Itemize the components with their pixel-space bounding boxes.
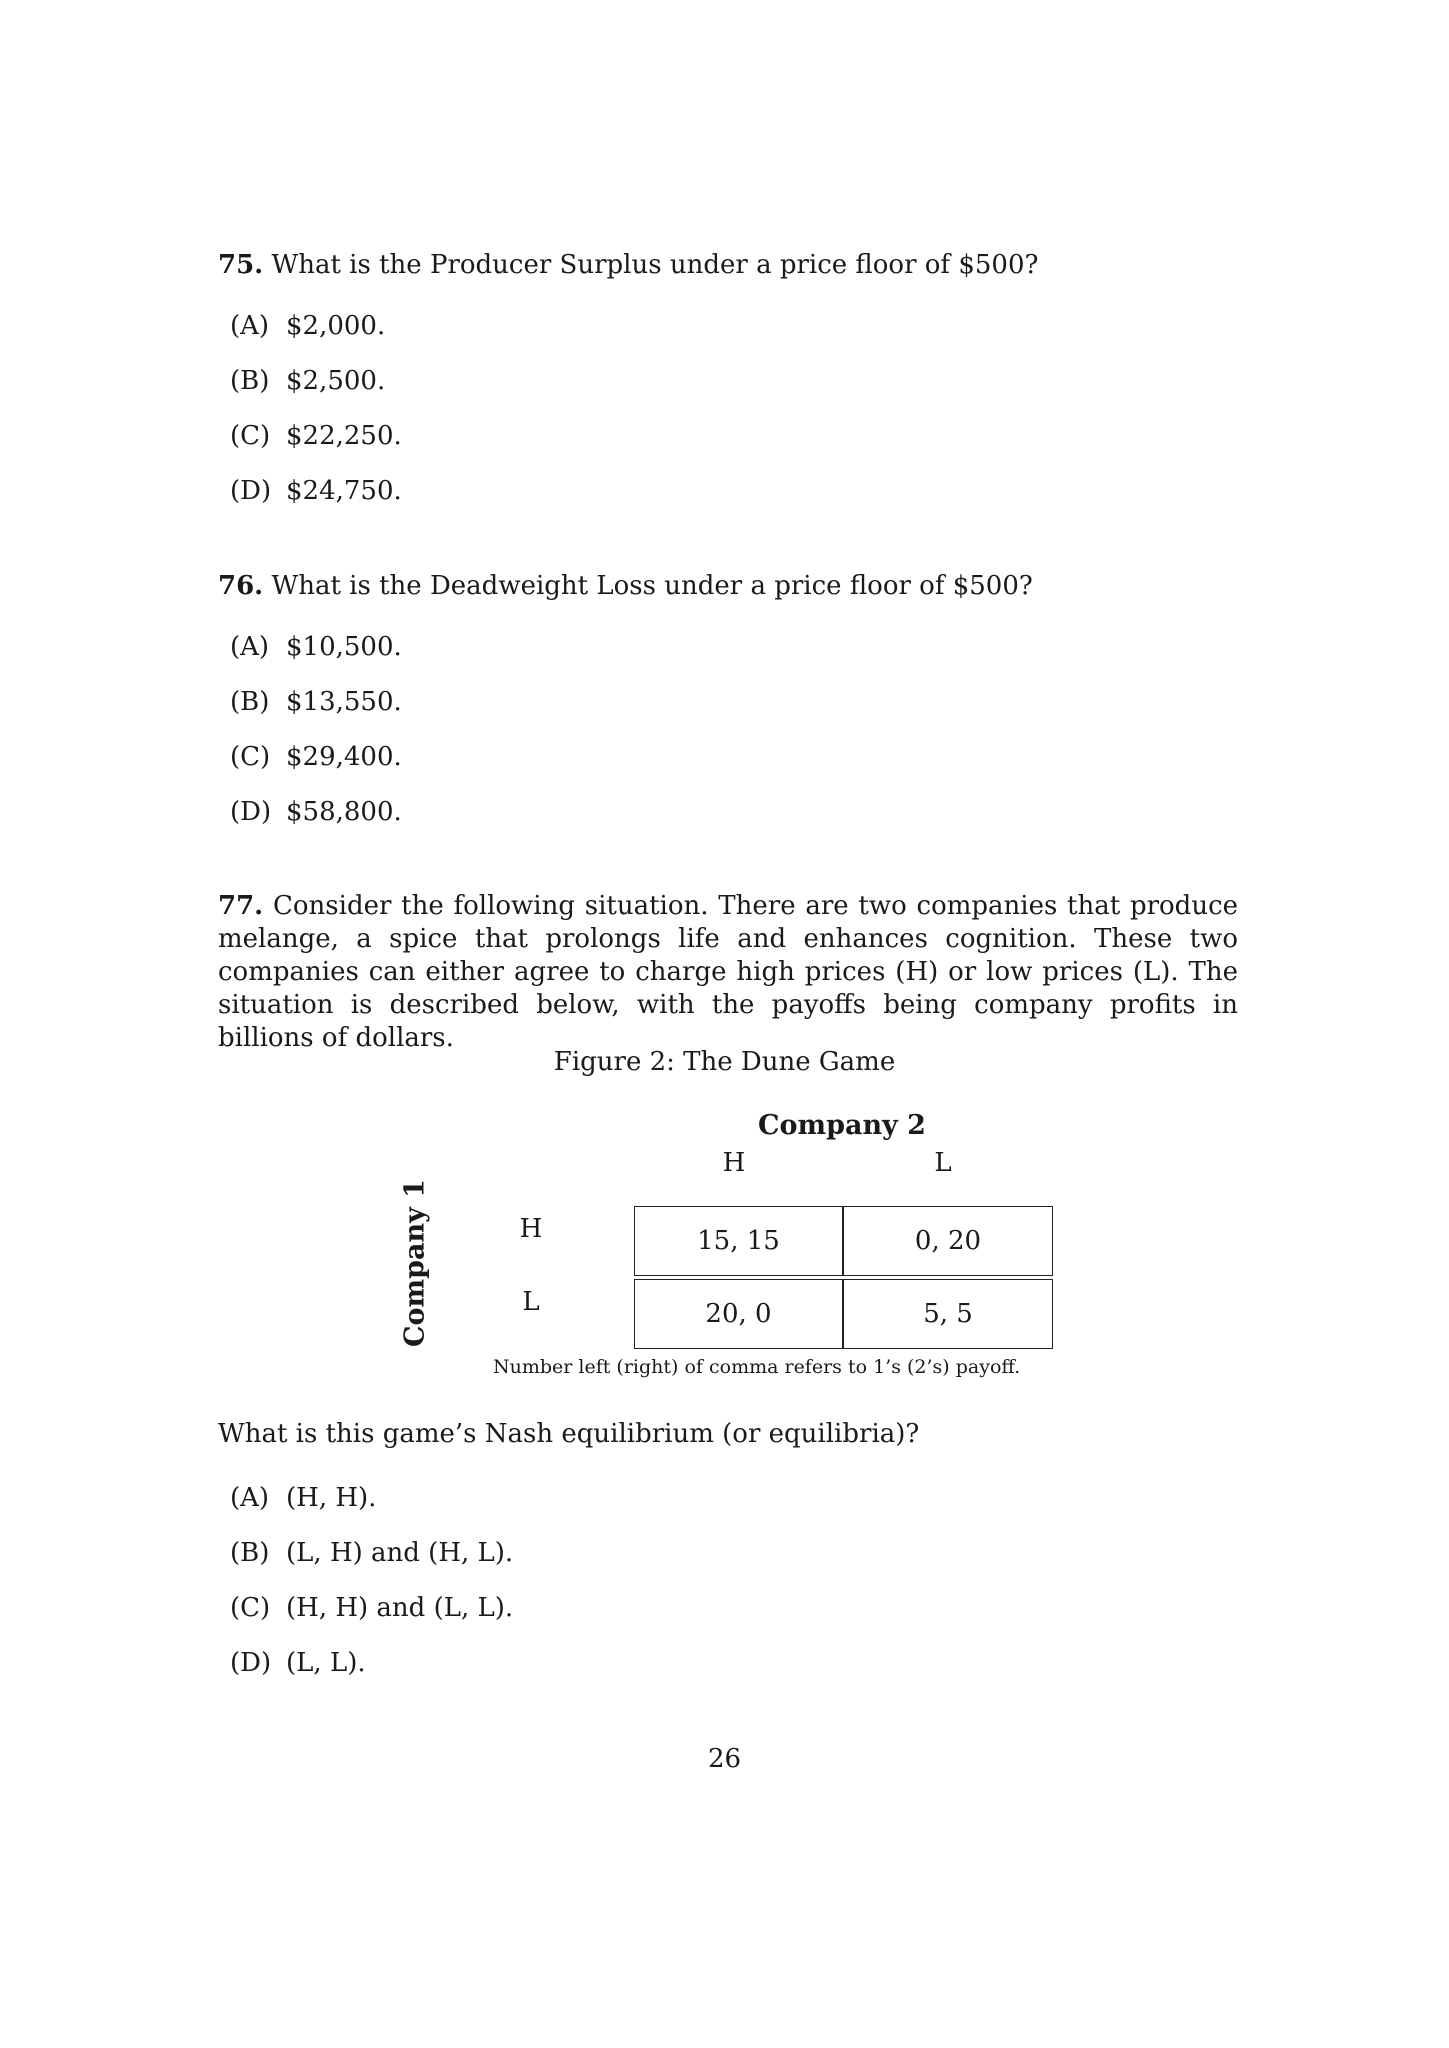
payoff-cell-hl: 0, 20 (843, 1206, 1053, 1276)
question-number: 77. (218, 891, 264, 921)
question-number: 75. (218, 250, 264, 280)
choice-76-a: (A) $10,500. (230, 632, 402, 662)
payoff-cell-ll: 5, 5 (843, 1279, 1053, 1349)
figure-caption: Figure 2: The Dune Game (553, 1047, 896, 1077)
choice-75-a: (A) $2,000. (230, 311, 386, 341)
choice-76-b: (B) $13,550. (230, 687, 402, 717)
page-number: 26 (707, 1744, 742, 1774)
choice-75-d: (D) $24,750. (230, 476, 402, 506)
question-text: What is the Producer Surplus under a price floor of $500? (271, 250, 1039, 280)
col-player-label: Company 2 (758, 1110, 926, 1141)
choice-77-b: (B) (L, H) and (H, L). (230, 1538, 514, 1568)
question-number: 76. (218, 571, 264, 601)
choice-76-c: (C) $29,400. (230, 742, 402, 772)
choice-77-d: (D) (L, L). (230, 1648, 366, 1678)
choice-77-c: (C) (H, H) and (L, L). (230, 1593, 514, 1623)
col-strategy-l: L (934, 1148, 952, 1178)
question-77 (218, 890, 1238, 1055)
payoff-note: Number left (right) of comma refers to 1’s (2’s) payoff. (493, 1356, 1021, 1378)
question-77-prompt: What is this game’s Nash equilibrium (or equilibria)? (218, 1419, 920, 1449)
row-strategy-l: L (522, 1287, 540, 1317)
question-text: Consider the following situation. There are two companies that produce melange, a spice that prolongs life and enhances cognition. These two companies can either agree to charge high prices (H) or low prices (L). The situation is described below, with the payoffs being company profits in billions of dollars. (218, 891, 1239, 1053)
choice-77-a: (A) (H, H). (230, 1483, 377, 1513)
payoff-cell-hh: 15, 15 (634, 1206, 843, 1276)
choice-75-b: (B) $2,500. (230, 366, 386, 396)
choice-76-d: (D) $58,800. (230, 797, 402, 827)
row-player-label: Company 1 (399, 1179, 431, 1347)
col-strategy-h: H (722, 1148, 746, 1178)
question-text: What is the Deadweight Loss under a price floor of $500? (271, 571, 1033, 601)
question-76 (218, 569, 1033, 603)
payoff-cell-lh: 20, 0 (634, 1279, 843, 1349)
question-75 (218, 248, 1038, 282)
row-strategy-h: H (519, 1214, 543, 1244)
choice-75-c: (C) $22,250. (230, 421, 402, 451)
